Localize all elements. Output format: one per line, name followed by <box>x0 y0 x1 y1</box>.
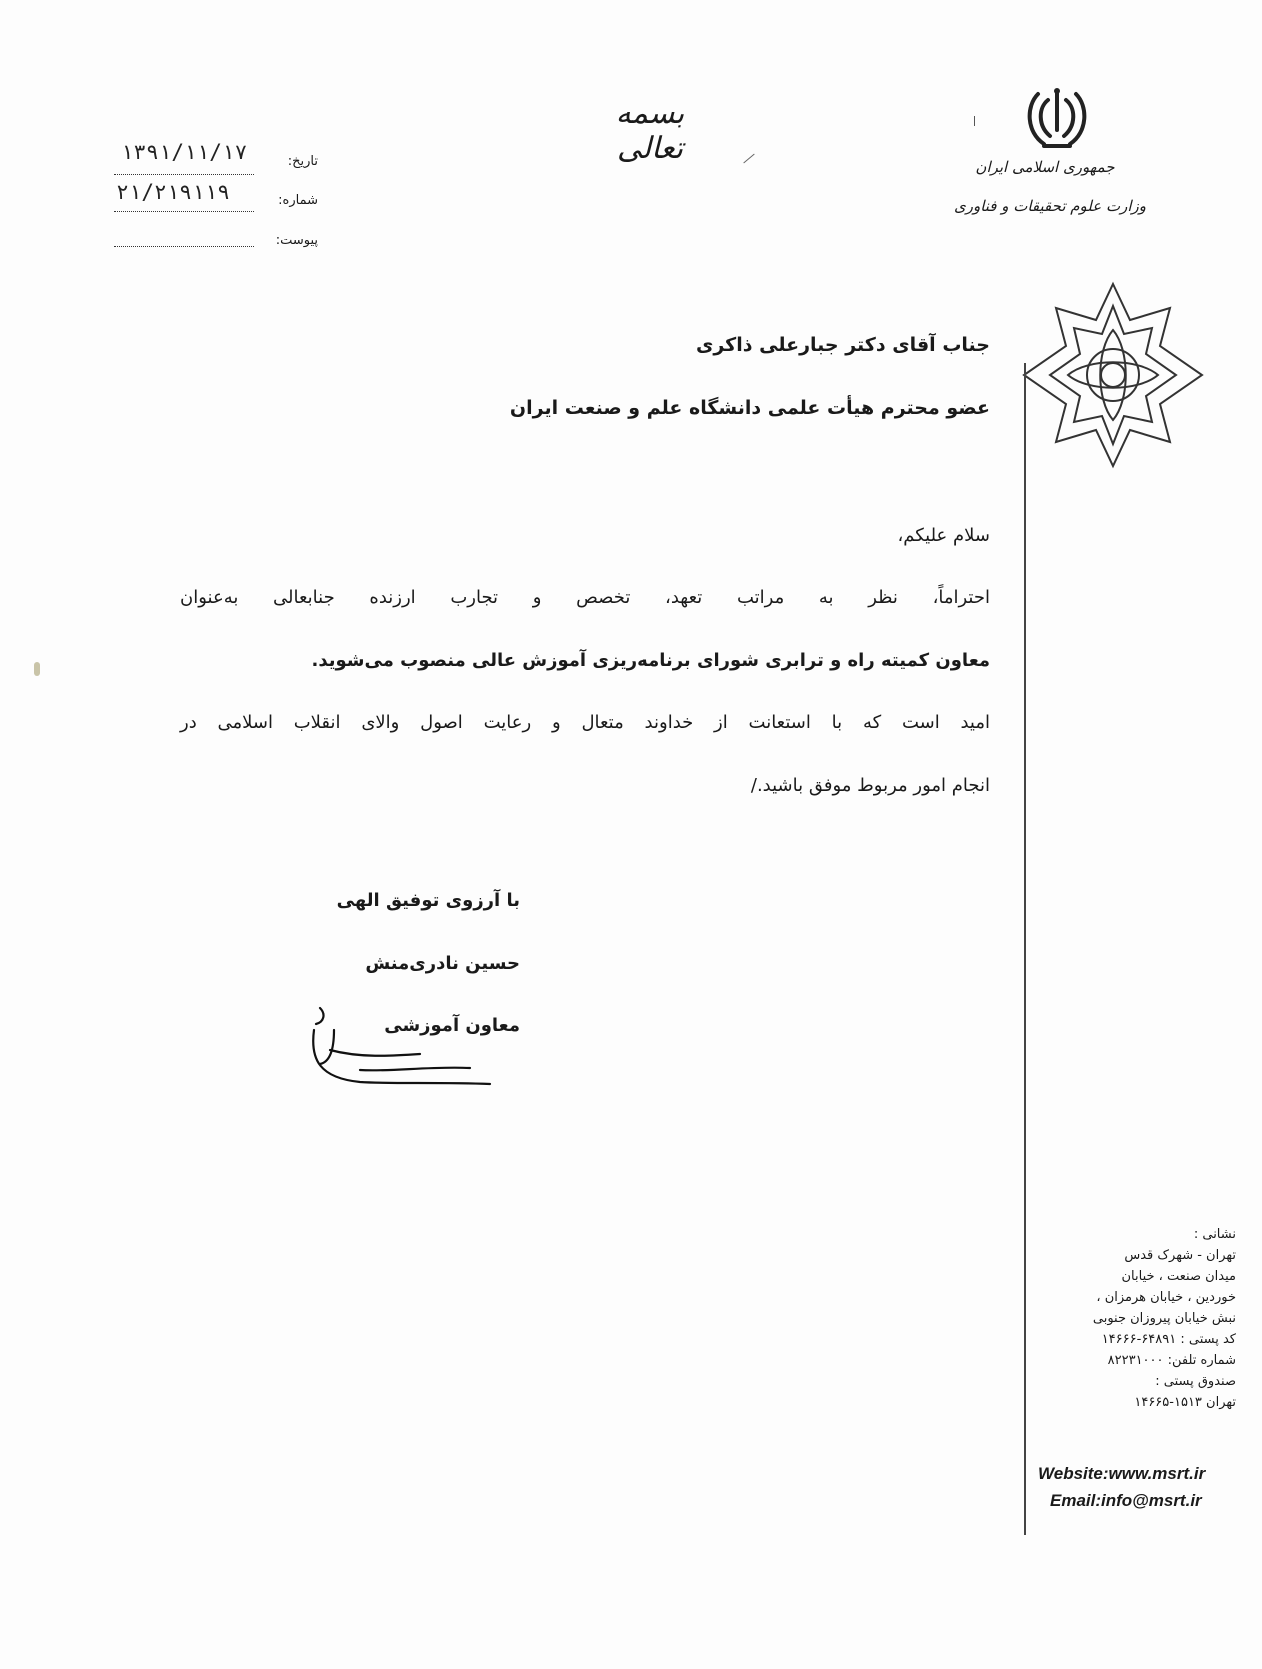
phone-number: شماره تلفن: ۸۲۲۳۱۰۰۰ <box>1107 1353 1236 1368</box>
attachment-line <box>114 245 254 247</box>
address-line: نبش خیابان پیروزان جنوبی <box>1092 1311 1236 1326</box>
signatory-title: معاون آموزشی <box>384 1015 520 1036</box>
body-paragraph-3: امید است که با استعانت از خداوند متعال و رعایت اصول والای انقلاب اسلامی در <box>180 712 990 733</box>
address-line: تهران - شهرک قدس <box>1124 1248 1236 1263</box>
date-label: تاریخ: <box>287 154 318 169</box>
number-value: ۲۱/۲۱۹۱۱۹ <box>116 180 230 204</box>
body-paragraph-4: انجام امور مربوط موفق باشید./ <box>750 775 990 796</box>
scan-mark <box>974 116 975 126</box>
number-label: شماره: <box>278 193 318 208</box>
greeting: سلام علیکم، <box>897 525 990 546</box>
invocation-heading: بسمه تعالی <box>615 96 685 166</box>
footer-address <box>1036 1224 1236 1413</box>
scan-speck <box>34 662 40 676</box>
addressee-name: جناب آقای دکتر جبارعلی ذاکری <box>695 334 990 356</box>
number-line <box>114 210 254 212</box>
scan-mark <box>743 154 754 164</box>
address-line: خوردین ، خیابان هرمزان ، <box>1096 1290 1236 1305</box>
address-label: نشانی : <box>1193 1227 1236 1242</box>
iran-emblem-icon <box>1022 86 1092 154</box>
body-paragraph-1: احتراماً، نظر به مراتب تعهد، تخصص و تجارب ارزنده جنابعالی به‌عنوان <box>180 587 990 608</box>
addressee-title: عضو محترم هیأت علمی دانشگاه علم و صنعت ایران <box>509 397 990 419</box>
date-value: ۱۳۹۱/۱۱/۱۷ <box>120 140 248 164</box>
po-box: تهران ۱۵۱۳-۱۴۶۶۵ <box>1134 1395 1236 1410</box>
vertical-divider <box>1024 363 1026 1535</box>
date-line <box>114 173 254 175</box>
signatory-name: حسین نادری‌منش <box>365 953 520 974</box>
closing-wish: با آرزوی توفیق الهی <box>336 890 520 911</box>
email-link[interactable]: Email:info@msrt.ir <box>1050 1491 1202 1510</box>
ministry-name: وزارت علوم تحقیقات و فناوری <box>953 197 1147 215</box>
country-name: جمهوری اسلامی ایران <box>975 158 1115 176</box>
postal-code: کد پستی : ۶۴۸۹۱-۱۴۶۶۶ <box>1101 1332 1236 1347</box>
body-paragraph-2: معاون کمیته راه و ترابری شورای برنامه‌ریزی آموزش عالی منصوب می‌شوید. <box>311 650 990 671</box>
po-box-label: صندوق پستی : <box>1155 1374 1236 1389</box>
attachment-label: پیوست: <box>275 233 318 248</box>
website-link[interactable]: Website:www.msrt.ir <box>1038 1464 1206 1483</box>
handwritten-signature <box>300 1000 500 1095</box>
ornament-icon <box>1020 280 1206 470</box>
address-line: میدان صنعت ، خیابان <box>1121 1269 1236 1284</box>
